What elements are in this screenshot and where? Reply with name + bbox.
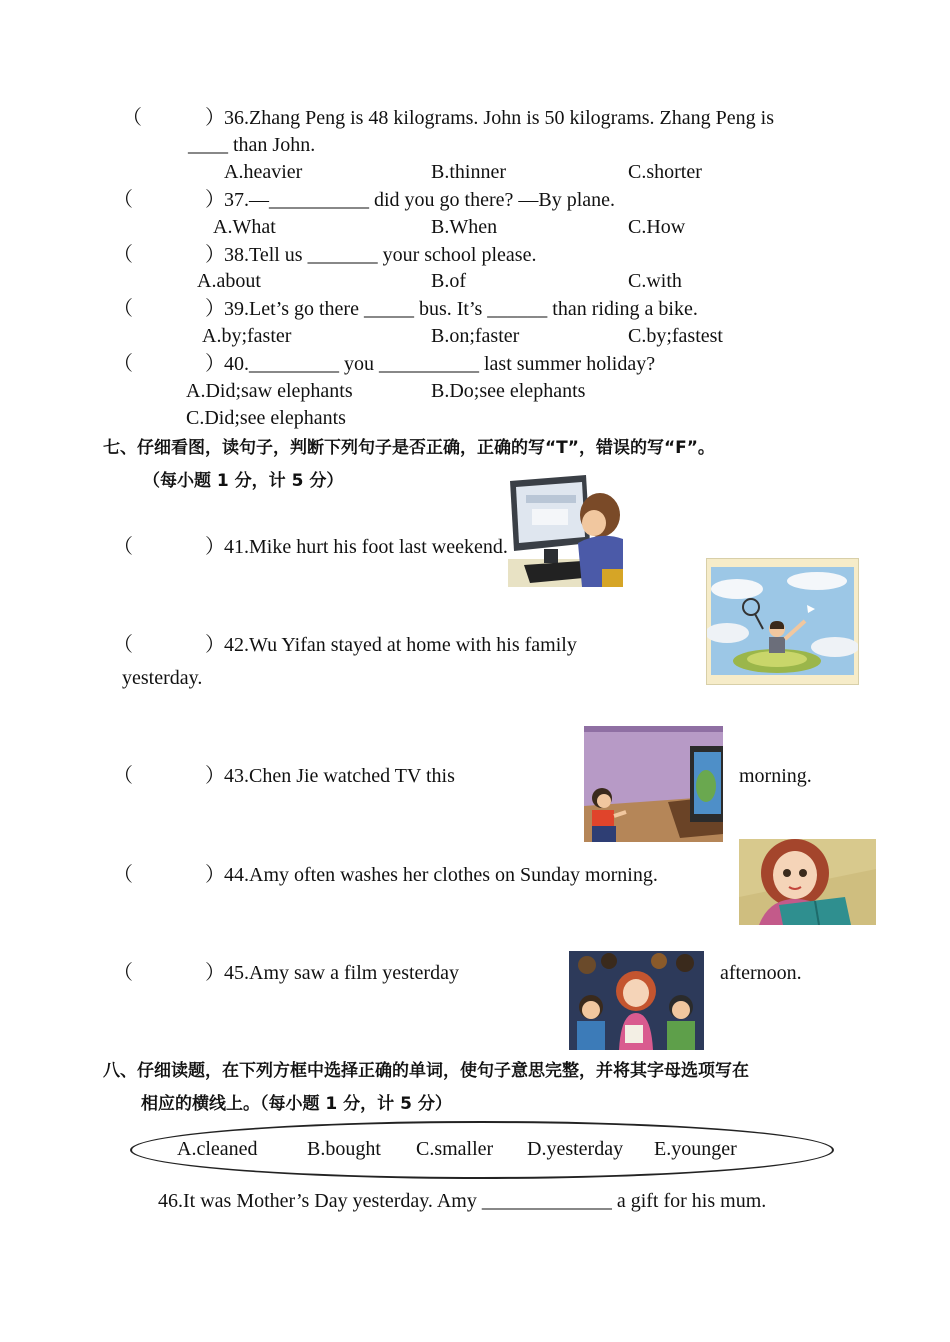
reading-girl-picture [739, 839, 876, 925]
word-option-b: B.bought [307, 1138, 381, 1160]
answer-paren-close-45: ） [205, 962, 225, 984]
question-40-stem: 40._________ you __________ last summer holiday? [224, 353, 656, 375]
question-39-stem: 39.Let’s go there _____ bus. It’s ______ than riding a bike. [224, 298, 698, 320]
question-36-option-b: B.thinner [431, 161, 506, 183]
word-option-e: E.younger [654, 1138, 737, 1160]
question-40-option-b: B.Do;see elephants [431, 380, 586, 402]
question-46-text: 46.It was Mother’s Day yesterday. Amy _____________ a gift for his mum. [158, 1190, 767, 1212]
question-41-text: 41.Mike hurt his foot last weekend. [224, 536, 508, 558]
question-38-stem: 38.Tell us _______ your school please. [224, 244, 537, 266]
answer-paren-36[interactable]: （ [122, 107, 142, 129]
section-7-subtitle: （每小题 1 分，计 5 分） [143, 471, 344, 491]
question-37-option-a: A.What [213, 216, 276, 238]
question-37-stem: 37.—__________ did you go there? —By plane. [224, 189, 616, 211]
question-44-text: 44.Amy often washes her clothes on Sunday morning. [224, 864, 658, 886]
answer-paren-43[interactable]: （ [113, 765, 133, 787]
cinema-picture [569, 951, 704, 1050]
section-8-title: 八、仔细读题，在下列方框中选择正确的单词，使句子意思完整，并将其字母选项写在 [103, 1061, 749, 1081]
section-8-title-cont: 相应的横线上。（每小题 1 分，计 5 分） [141, 1094, 452, 1114]
question-40-option-a: A.Did;saw elephants [186, 380, 353, 402]
badminton-picture [706, 558, 859, 685]
question-38-option-b: B.of [431, 270, 466, 292]
question-37-option-c: C.How [628, 216, 686, 238]
question-39-option-a: A.by;faster [202, 325, 292, 347]
word-option-a: A.cleaned [177, 1138, 258, 1160]
question-42-text-cont: yesterday. [122, 667, 203, 689]
computer-boy-picture [508, 473, 623, 587]
watching-tv-picture [584, 726, 723, 842]
word-option-d: D.yesterday [527, 1138, 624, 1160]
answer-paren-close-36: ） [205, 107, 225, 129]
answer-paren-close-39: ） [205, 298, 225, 320]
question-36-stem-cont: ____ than John. [188, 134, 316, 156]
question-37-option-b: B.When [431, 216, 498, 238]
question-39-option-b: B.on;faster [431, 325, 520, 347]
answer-paren-38[interactable]: （ [113, 244, 133, 266]
answer-paren-close-38: ） [205, 244, 225, 266]
answer-paren-close-41: ） [205, 536, 225, 558]
question-36-stem: 36.Zhang Peng is 48 kilograms. John is 50 kilograms. Zhang Peng is [224, 107, 774, 129]
word-option-c: C.smaller [416, 1138, 494, 1160]
question-43-text-cont: morning. [739, 765, 812, 787]
answer-paren-close-37: ） [205, 189, 225, 211]
answer-paren-39[interactable]: （ [113, 298, 133, 320]
answer-paren-41[interactable]: （ [113, 536, 133, 558]
answer-paren-44[interactable]: （ [113, 864, 133, 886]
question-43-text: 43.Chen Jie watched TV this [224, 765, 455, 787]
question-42-text: 42.Wu Yifan stayed at home with his family [224, 634, 577, 656]
question-38-option-a: A.about [197, 270, 261, 292]
answer-paren-close-43: ） [205, 765, 225, 787]
question-45-text: 45.Amy saw a film yesterday [224, 962, 459, 984]
answer-paren-close-42: ） [205, 634, 225, 656]
question-36-option-c: C.shorter [628, 161, 702, 183]
question-40-option-c: C.Did;see elephants [186, 407, 346, 429]
answer-paren-40[interactable]: （ [113, 353, 133, 375]
question-45-text-cont: afternoon. [720, 962, 802, 984]
question-38-option-c: C.with [628, 270, 682, 292]
answer-paren-close-44: ） [205, 864, 225, 886]
section-7-title: 七、仔细看图，读句子，判断下列句子是否正确，正确的写“T”，错误的写“F”。 [103, 438, 715, 458]
answer-paren-37[interactable]: （ [113, 189, 133, 211]
answer-paren-close-40: ） [205, 353, 225, 375]
answer-paren-42[interactable]: （ [113, 634, 133, 656]
answer-paren-45[interactable]: （ [113, 962, 133, 984]
question-36-option-a: A.heavier [224, 161, 303, 183]
question-39-option-c: C.by;fastest [628, 325, 723, 347]
